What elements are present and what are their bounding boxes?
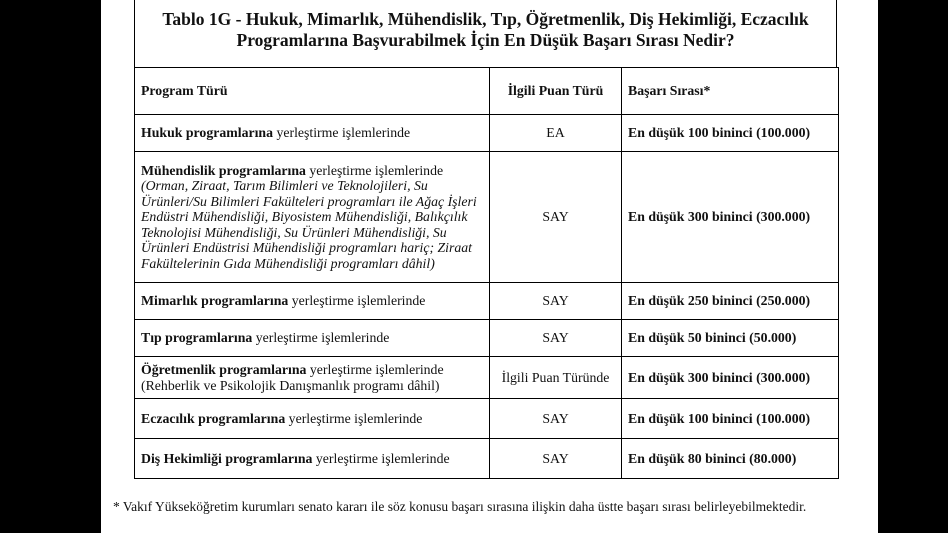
score-cell: EA (490, 115, 622, 152)
rank-cell: En düşük 100 bininci (100.000) (622, 399, 839, 439)
header-rank: Başarı Sırası* (622, 68, 839, 115)
score-cell: SAY (490, 152, 622, 283)
program-cell: Eczacılık programlarına yerleştirme işlemlerinde (135, 399, 490, 439)
program-cell: Diş Hekimliği programlarına yerleştirme işlemlerinde (135, 439, 490, 479)
header-score: İlgili Puan Türü (490, 68, 622, 115)
score-cell: SAY (490, 439, 622, 479)
header-program: Program Türü (135, 68, 490, 115)
rank-cell: En düşük 80 bininci (80.000) (622, 439, 839, 479)
table-row (135, 283, 839, 320)
table-row (135, 439, 839, 479)
rank-cell: En düşük 300 bininci (300.000) (622, 152, 839, 283)
table-title (134, 0, 837, 67)
table-row (135, 357, 839, 399)
program-note: (Orman, Ziraat, Tarım Bilimleri ve Teknolojileri, Su Ürünleri/Su Bilimleri Fakülteleri programları ile Ağaç İşleri Endüstri Mühendisliği, Biyosistem Mühendisliği, Balıkçılık Teknolojisi Mühendisliği, Su Ürünleri Mühendisliği, Su Ürünleri Endüstrisi Mühendisliği programları hariç; Ziraat Fakültelerinin Gıda Mühendisliği programları dâhil) (141, 178, 477, 271)
rank-cell: En düşük 100 bininci (100.000) (622, 115, 839, 152)
score-cell: SAY (490, 399, 622, 439)
footnote: * Vakıf Yükseköğretim kurumları senato kararı ile söz konusu başarı sırasına ilişkin daha üstte başarı sırası belirleyebilmektedir. (113, 499, 807, 514)
requirements-table (134, 67, 839, 479)
program-cell: Mimarlık programlarına yerleştirme işlemlerinde (135, 283, 490, 320)
header-row (135, 68, 839, 115)
document-page (101, 0, 878, 533)
score-cell: SAY (490, 283, 622, 320)
rank-cell: En düşük 50 bininci (50.000) (622, 320, 839, 357)
score-cell: SAY (490, 320, 622, 357)
table-row (135, 152, 839, 283)
rank-cell: En düşük 300 bininci (300.000) (622, 357, 839, 399)
title-line-1: Tablo 1G - Hukuk, Mimarlık, Mühendislik, Tıp, Öğretmenlik, Diş Hekimliği, Eczacılık (162, 9, 809, 29)
program-cell: Hukuk programlarına yerleştirme işlemlerinde (135, 115, 490, 152)
rank-cell: En düşük 250 bininci (250.000) (622, 283, 839, 320)
program-cell: Öğretmenlik programlarına yerleştirme işlemlerinde (Rehberlik ve Psikolojik Danışmanlık programı dâhil) (135, 357, 490, 399)
table-row (135, 399, 839, 439)
title-line-2: Programlarına Başvurabilmek İçin En Düşük Başarı Sırası Nedir? (236, 30, 735, 50)
table-row (135, 320, 839, 357)
program-cell: Mühendislik programlarına yerleştirme işlemlerinde (Orman, Ziraat, Tarım Bilimleri ve Teknolojileri, Su Ürünleri/Su Bilimleri Fakülteleri programları ile Ağaç İşleri Endüstri Mühendisliği, Biyosistem Mühendisliği, Balıkçılık Teknolojisi Mühendisliği, Su Ürünleri Mühendisliği, Su Ürünleri Endüstrisi Mühendisliği programları hariç; Ziraat Fakültelerinin Gıda Mühendisliği programları dâhil) (135, 152, 490, 283)
table-row (135, 115, 839, 152)
program-note: (Rehberlik ve Psikolojik Danışmanlık programı dâhil) (141, 377, 440, 393)
program-cell: Tıp programlarına yerleştirme işlemlerinde (135, 320, 490, 357)
score-cell: İlgili Puan Türünde (490, 357, 622, 399)
